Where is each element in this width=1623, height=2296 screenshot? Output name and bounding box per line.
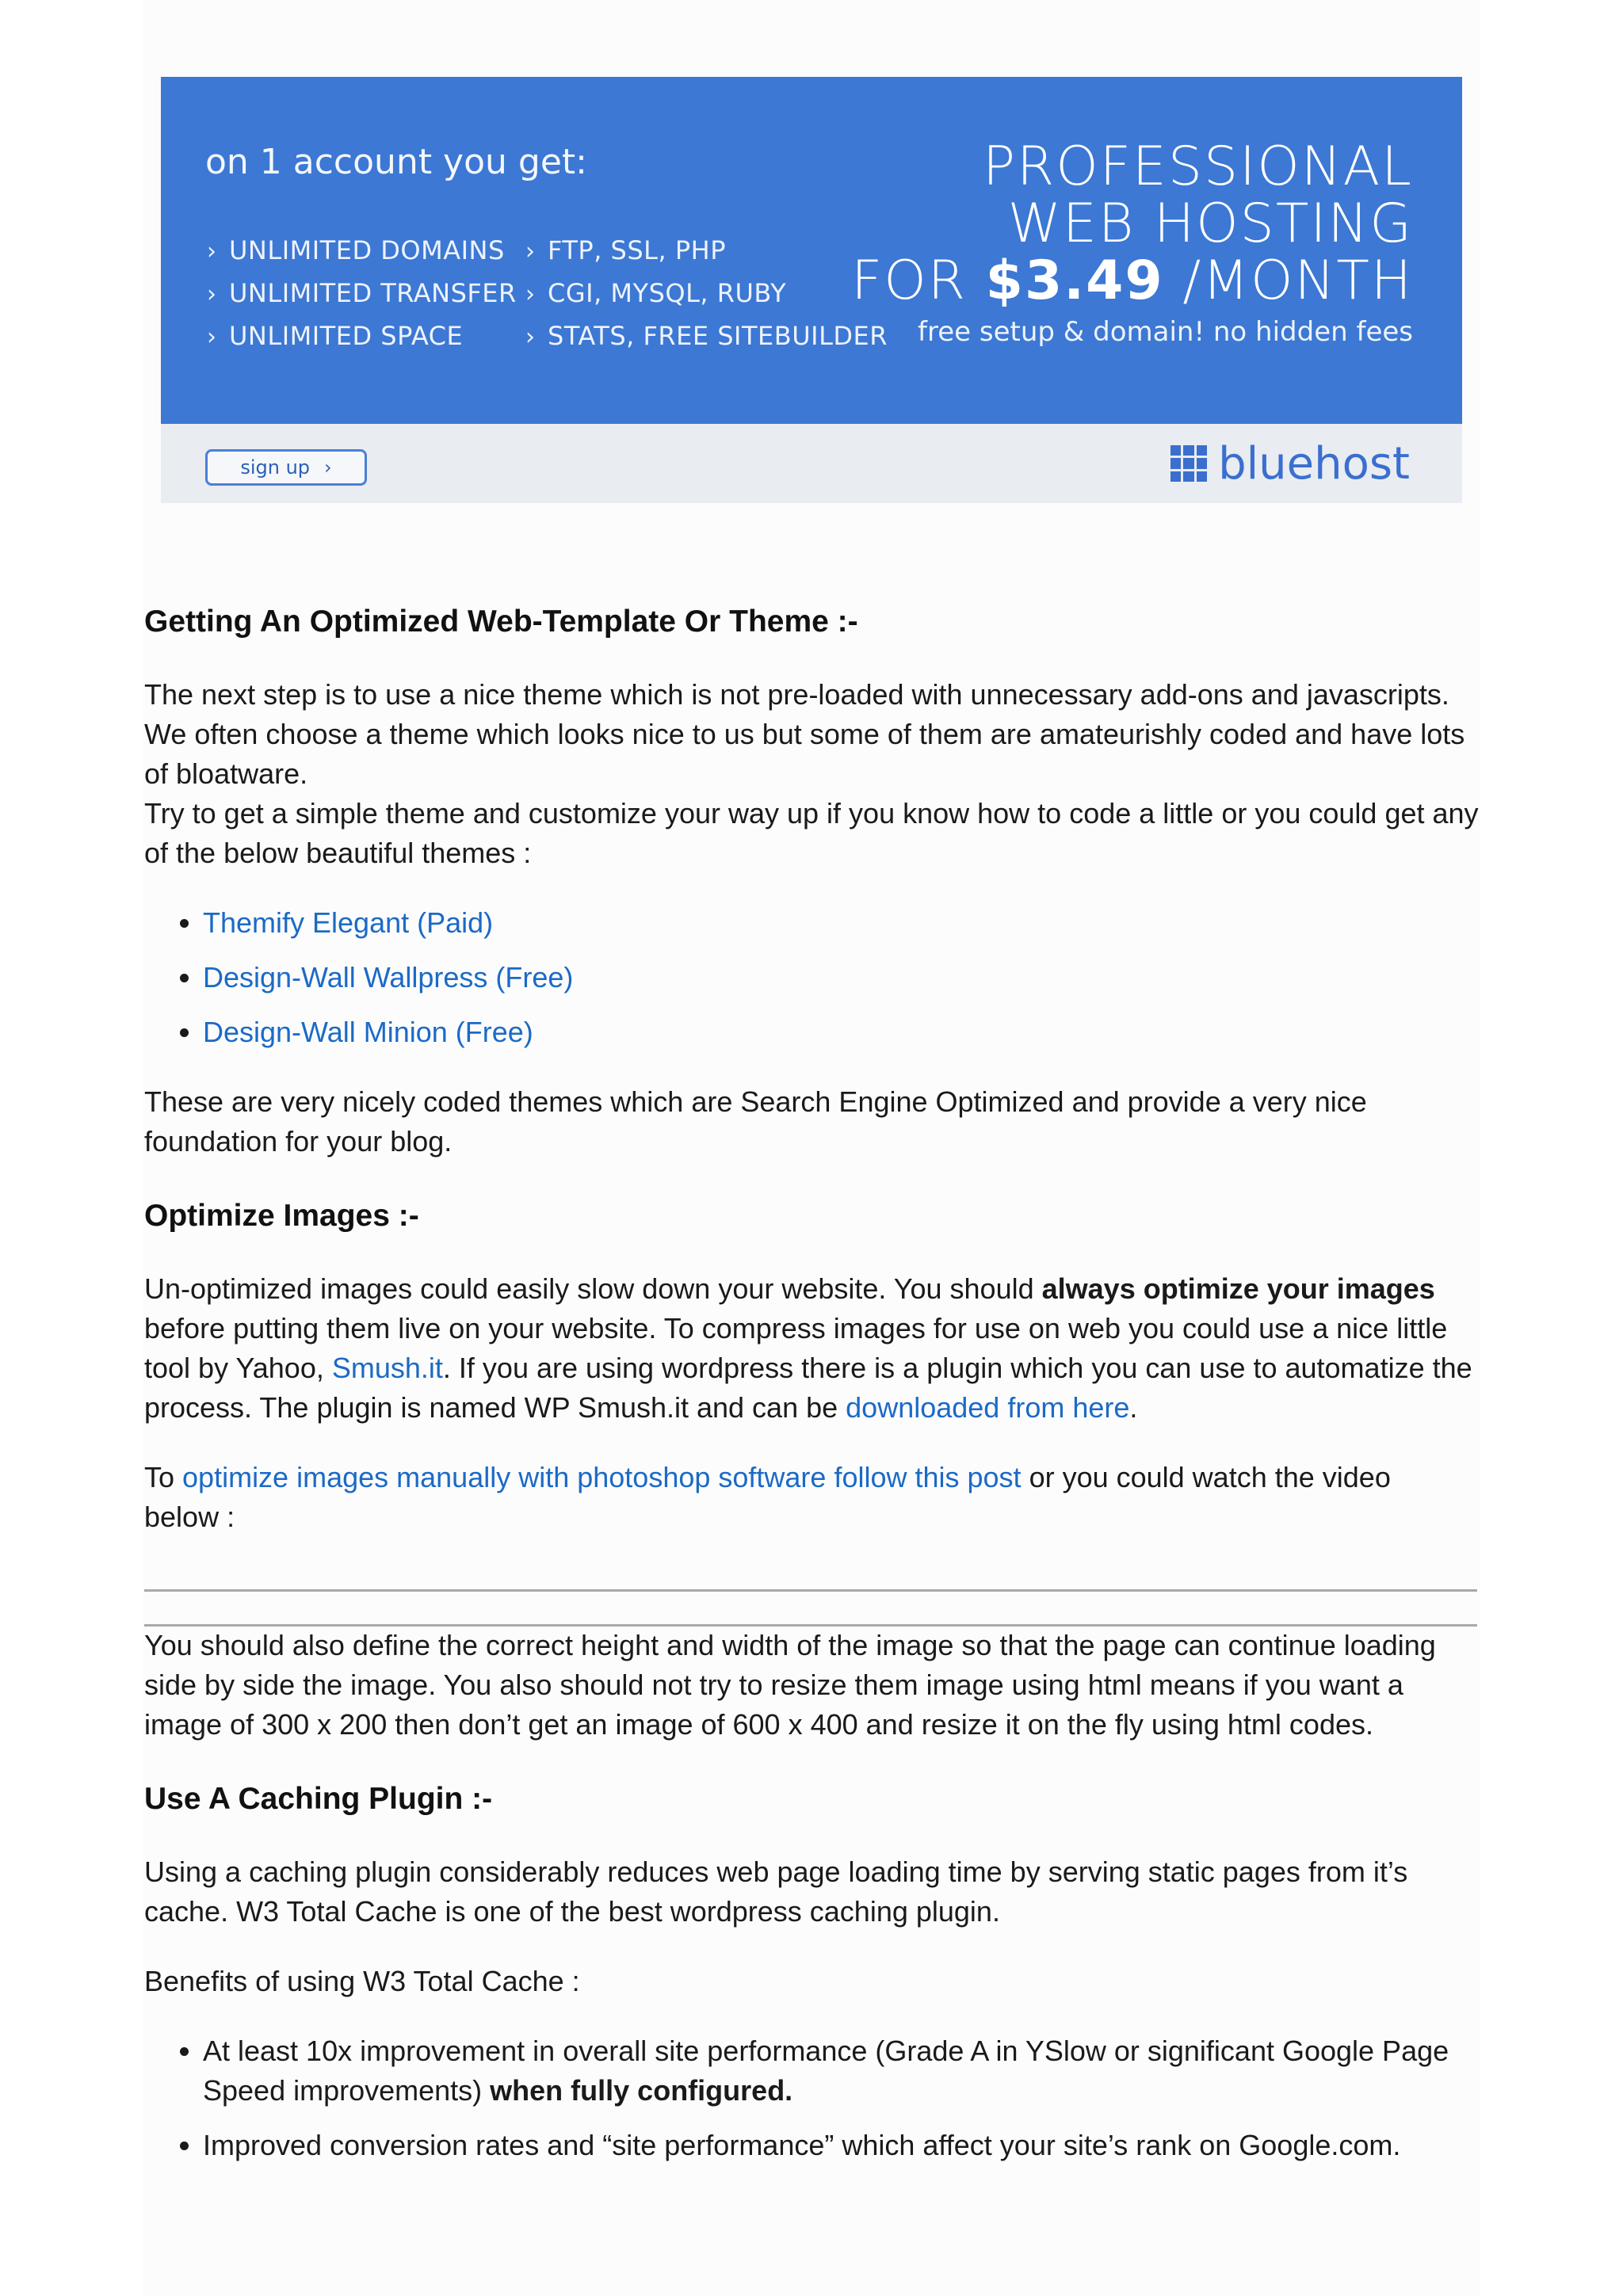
article-body xyxy=(144,602,1491,2165)
chevron-right-icon: › xyxy=(207,280,217,308)
theme-link-themify-elegant[interactable]: Themify Elegant (Paid) xyxy=(203,906,494,939)
grid-logo-icon xyxy=(1170,445,1207,482)
video-placeholder xyxy=(144,1537,1491,1626)
chevron-right-icon: › xyxy=(207,323,217,351)
bluehost-logo[interactable] xyxy=(1170,438,1410,489)
list-item xyxy=(203,958,1491,997)
feature-item: › UNLIMITED TRANSFER xyxy=(207,272,517,315)
divider-line xyxy=(144,1624,1477,1627)
theme-list xyxy=(144,903,1491,1052)
paragraph: To optimize images manually with photoshop software follow this post or you could watch the video below : xyxy=(144,1461,1391,1533)
chevron-right-icon: › xyxy=(324,456,332,479)
chevron-right-icon: › xyxy=(525,280,536,308)
paragraph: Benefits of using W3 Total Cache : xyxy=(144,1965,580,1997)
feature-item: › UNLIMITED SPACE xyxy=(207,315,517,357)
divider-line xyxy=(144,1589,1477,1592)
list-item: • Improved conversion rates and “site performance” which affect your site’s rank on Google.com. xyxy=(203,2126,1550,2165)
section-heading-images: Optimize Images :- xyxy=(144,1199,419,1233)
signup-label: sign up xyxy=(240,456,311,479)
price: $3.49 xyxy=(985,250,1164,312)
paragraph: Un-optimized images could easily slow down your website. You should always optimize your images before putting them live on your website. To compress images for use on web you could use a nice little tool by Yahoo, Smush.it. If you are using wordpress there is a plugin which you can use to automatize the process. The plugin is named WP Smush.it and can be downloaded from here. xyxy=(144,1272,1472,1424)
feature-item: › STATS, FREE SITEBUILDER xyxy=(525,315,888,357)
photoshop-post-link[interactable]: optimize images manually with photoshop software follow this post xyxy=(182,1461,1022,1493)
paragraph: You should also define the correct height and width of the image so that the page can continue loading side by side the image. You also should not try to resize them image using html means if you want a image of 300 x 200 then don’t get an image of 600 x 400 and resize it on the fly using html codes. xyxy=(144,1629,1436,1741)
banner-subline: free setup & domain! no hidden fees xyxy=(918,316,1413,348)
theme-link-wallpress[interactable]: Design-Wall Wallpress (Free) xyxy=(203,961,574,994)
list-item xyxy=(203,903,1491,943)
paragraph: Using a caching plugin considerably reduces web page loading time by serving static pages from it’s cache. W3 Total Cache is one of the best wordpress caching plugin. xyxy=(144,1855,1408,1928)
feature-item: › CGI, MYSQL, RUBY xyxy=(525,272,888,315)
chevron-right-icon: › xyxy=(525,238,536,265)
headline-line-1: PROFESSIONAL xyxy=(982,135,1413,198)
chevron-right-icon: › xyxy=(525,323,536,351)
paragraph: Try to get a simple theme and customize your way up if you know how to code a little or you could get any of the below beautiful themes : xyxy=(144,797,1479,869)
list-item xyxy=(203,1013,1491,1052)
benefits-list xyxy=(144,2031,1550,2165)
section-heading-theme: Getting An Optimized Web-Template Or Theme :- xyxy=(144,605,858,639)
banner-features-right xyxy=(525,229,888,357)
brand-name: bluehost xyxy=(1218,437,1410,490)
bold-text: always optimize your images xyxy=(1041,1272,1435,1305)
feature-item: › UNLIMITED DOMAINS xyxy=(207,229,517,272)
banner-heading: on 1 account you get: xyxy=(205,142,587,182)
headline-line-2: WEB HOSTING xyxy=(1007,193,1413,255)
list-item: • At least 10x improvement in overall site performance (Grade A in YSlow or significant Google Page Speed improvements) when fully configured. xyxy=(203,2031,1550,2111)
paragraph: The next step is to use a nice theme which is not pre-loaded with unnecessary add-ons and javascripts. We often choose a theme which looks nice to us but some of them are amateurishly coded and have lots of bloatware. xyxy=(144,678,1465,790)
signup-button[interactable] xyxy=(205,449,367,486)
banner-footer xyxy=(161,424,1462,503)
headline-price-line: FOR $3.49 /MONTH xyxy=(851,250,1413,312)
download-link[interactable]: downloaded from here xyxy=(846,1391,1130,1424)
banner-features-left xyxy=(207,229,517,357)
section-heading-caching: Use A Caching Plugin :- xyxy=(144,1782,493,1816)
bluehost-banner-ad[interactable] xyxy=(161,77,1462,503)
banner-headline xyxy=(851,135,1413,353)
banner-main-panel xyxy=(161,77,1462,424)
theme-link-minion[interactable]: Design-Wall Minion (Free) xyxy=(203,1016,533,1048)
chevron-right-icon: › xyxy=(207,238,217,265)
bold-text: when fully configured. xyxy=(490,2074,793,2107)
smushit-link[interactable]: Smush.it xyxy=(331,1352,443,1384)
paragraph: These are very nicely coded themes which are Search Engine Optimized and provide a very nice foundation for your blog. xyxy=(144,1085,1367,1158)
feature-item: › FTP, SSL, PHP xyxy=(525,229,888,272)
